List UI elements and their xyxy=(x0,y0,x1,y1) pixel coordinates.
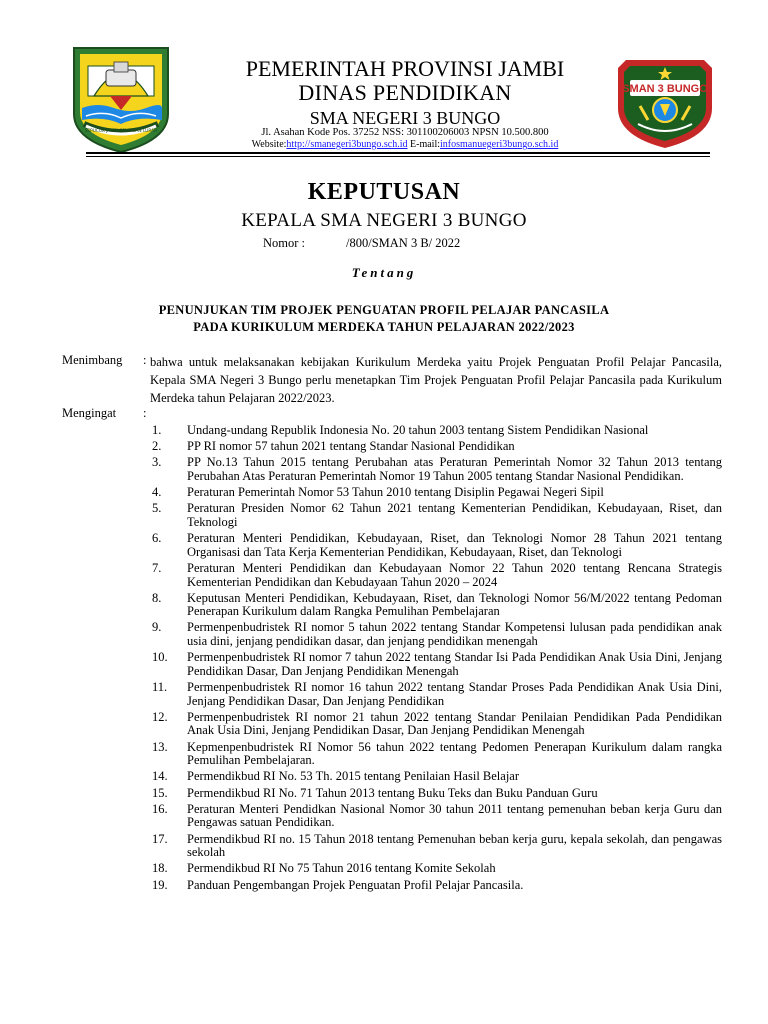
item-number: 7. xyxy=(152,560,162,575)
item-text: PP RI nomor 57 tahun 2021 tentang Standar Nasional Pendidikan xyxy=(187,439,515,454)
legal-basis-list xyxy=(62,424,742,895)
item-text: Kepmenpenbudristek RI Nomor 56 tahun 2022 tentang Pedomen Penerapan Kurikulum dalam rangka Pemulihan Pembelajaran. xyxy=(187,739,722,768)
recalling-label: Mengingat xyxy=(62,406,117,420)
legal-basis-item xyxy=(62,879,742,893)
legal-basis-item xyxy=(62,741,742,768)
website-label: Website: xyxy=(251,139,287,150)
legal-basis-item xyxy=(62,486,742,500)
item-number: 16. xyxy=(152,801,168,816)
letterhead-rule-thick xyxy=(86,152,710,154)
legal-basis-item xyxy=(62,440,742,454)
letterhead-government: PEMERINTAH PROVINSI JAMBI xyxy=(245,56,565,81)
considering-colon: : xyxy=(143,353,147,367)
legal-basis-item xyxy=(62,502,742,529)
item-number: 9. xyxy=(152,620,162,635)
letterhead-school: SMA NEGERI 3 BUNGO xyxy=(309,108,501,128)
legal-basis-item xyxy=(62,621,742,648)
item-number: 12. xyxy=(152,709,168,724)
item-number: 15. xyxy=(152,785,168,800)
legal-basis-item xyxy=(62,787,742,801)
right-logo-text: SMAN 3 BUNGO xyxy=(622,83,708,95)
considering-label: Menimbang xyxy=(62,353,123,367)
item-number: 14. xyxy=(152,769,168,784)
website-link[interactable]: http://smanegeri3bungo.sch.id xyxy=(286,139,408,150)
left-logo-motto: SEPUCUK JAMBI SEMBILAN LURAH xyxy=(84,129,158,134)
item-text: Peraturan Menteri Pendidikan dan Kebudayaan Nomor 22 Tahun 2020 tentang Rencana Strategis Kementerian Pendidikan dan Kebudayaan Tahun 2020 – 2024 xyxy=(187,560,722,589)
legal-basis-item xyxy=(62,592,742,619)
decree-title: KEPUTUSAN xyxy=(307,179,461,205)
letterhead-contact xyxy=(170,139,640,150)
item-text: Keputusan Menteri Pendidikan, Kebudayaan, Riset, dan Teknologi Nomor 56/M/2022 tentang Pedoman Penerapan Kurikulum dalam Rangka Pemulihan Pembelajaran xyxy=(187,590,722,619)
decree-number-label: Nomor : xyxy=(263,236,306,250)
item-text: Undang-undang Republik Indonesia No. 20 tahun 2003 tentang Sistem Pendidikan Nasional xyxy=(187,423,649,437)
item-text: Permenpenbudristek RI nomor 5 tahun 2022 tentang Standar Kompetensi lulusan pada pendidikan anak usia dini, jenjang pendidikan dasar, dan jenjang pendidikan menengah xyxy=(187,620,722,649)
item-text: PP No.13 Tahun 2015 tentang Perubahan atas Peraturan Pemerintah Nomor 32 Tahun 2013 tentang Perubahan Atas Peraturan Pemerintah Nomor 19 Tahun 2005 tentang Standar Nasional Pendidikan. xyxy=(187,455,722,483)
decree-issuer: KEPALA SMA NEGERI 3 BUNGO xyxy=(241,210,527,231)
item-number: 3. xyxy=(152,455,162,470)
item-text: Permenpenbudristek RI nomor 16 tahun 2022 tentang Standar Proses Pada Pendidikan Anak Usia Dini, Jenjang Pendidikan Dasar, Dan Jenjang Pendidikan xyxy=(187,680,722,708)
item-text: Peraturan Presiden Nomor 62 Tahun 2021 tentang Kementerian Pendidikan, Kebudayaan, Riset, dan Teknologi xyxy=(187,501,722,529)
item-number: 19. xyxy=(152,877,168,892)
item-number: 10. xyxy=(152,650,168,665)
letterhead-department: DINAS PENDIDIKAN xyxy=(298,80,512,105)
item-number: 11. xyxy=(152,680,168,695)
legal-basis-item xyxy=(62,681,742,708)
legal-basis-item xyxy=(62,862,742,876)
email-label: E-mail: xyxy=(410,139,441,150)
item-text: Panduan Pengembangan Projek Penguatan Profil Pelajar Pancasila. xyxy=(187,877,524,892)
item-text: Permenpenbudristek RI nomor 21 tahun 2022 tentang Standar Penilaian Pendidikan Pada Pendidikan Anak Usia Dini, Jenjang Pendidikan Dasar, Dan Jenjang Pendidikan Menengah xyxy=(187,709,722,738)
legal-basis-item xyxy=(62,833,742,860)
school-shield-emblem-icon xyxy=(616,58,714,150)
letterhead-address: Jl. Asahan Kode Pos. 37252 NSS: 301100206003 NPSN 10.500.800 xyxy=(261,127,549,138)
item-number: 8. xyxy=(152,590,162,605)
legal-basis-item xyxy=(62,532,742,559)
item-text: Permendikbud RI No. 71 Tahun 2013 tentang Buku Teks dan Buku Panduan Guru xyxy=(187,785,598,800)
email-link[interactable]: infosmanuegeri3bungo.sch.id xyxy=(440,139,559,150)
legal-basis-item xyxy=(62,562,742,589)
considering-text: bahwa untuk melaksanakan kebijakan Kurikulum Merdeka yaitu Projek Penguatan Profil Pelajar Pancasila, Kepala SMA Negeri 3 Bungo perlu menetapkan Tim Projek Penguatan Profil Pelajar Pancasila pada Kurikulum Merdeka tahun Pelajaran 2022/2023. xyxy=(150,355,722,405)
item-text: Peraturan Menteri Pendidikan, Kebudayaan, Riset, dan Teknologi Nomor 28 Tahun 2021 tentang Organisasi dan Tata Kerja Kementerian Pendidikan, Kebudayaan, Riset, dan Teknologi xyxy=(187,531,722,559)
recalling-colon: : xyxy=(143,406,147,420)
subject-line-2: PADA KURIKULUM MERDEKA TAHUN PELAJARAN 2022/2023 xyxy=(193,320,575,334)
item-number: 2. xyxy=(152,439,162,454)
item-text: Permendikbud RI No 75 Tahun 2016 tentang Komite Sekolah xyxy=(187,861,496,876)
item-number: 5. xyxy=(152,501,162,516)
decree-number: /800/SMAN 3 B/ 2022 xyxy=(346,236,461,250)
letterhead-rule-thin xyxy=(86,156,710,157)
subject-line-1: PENUNJUKAN TIM PROJEK PENGUATAN PROFIL PELAJAR PANCASILA xyxy=(158,303,610,317)
legal-basis-item xyxy=(62,803,742,830)
about-label: Tentang xyxy=(351,265,417,280)
item-text: Peraturan Pemerintah Nomor 53 Tahun 2010 tentang Disiplin Pegawai Negeri Sipil xyxy=(187,485,604,500)
jambi-province-emblem-icon xyxy=(68,44,174,154)
legal-basis-item xyxy=(62,651,742,678)
item-number: 4. xyxy=(152,485,162,500)
item-number: 1. xyxy=(152,423,162,437)
legal-basis-item xyxy=(62,770,742,784)
item-number: 17. xyxy=(152,831,168,846)
item-number: 6. xyxy=(152,531,162,546)
legal-basis-item xyxy=(62,711,742,738)
item-text: Permenpenbudristek RI nomor 7 tahun 2022 tentang Standar Isi Pada Pendidikan Anak Usia Dini, Jenjang Pendidikan Dasar, Dan Jenjang Pendidikan Menengah xyxy=(187,650,722,678)
item-text: Peraturan Menteri Pendidkan Nasional Nomor 30 tahun 2011 tentang pemenuhan beban kerja Guru dan Pengawas satuan Pendidikan. xyxy=(187,801,722,830)
legal-basis-item xyxy=(62,456,742,483)
legal-basis-item xyxy=(62,424,742,438)
item-text: Permendikbud RI no. 15 Tahun 2018 tentang Pemenuhan beban kerja guru, kepala sekolah, dan pengawas sekolah xyxy=(187,831,722,860)
item-number: 18. xyxy=(152,861,168,876)
item-number: 13. xyxy=(152,739,168,754)
item-text: Permendikbud RI No. 53 Th. 2015 tentang Penilaian Hasil Belajar xyxy=(187,769,520,784)
